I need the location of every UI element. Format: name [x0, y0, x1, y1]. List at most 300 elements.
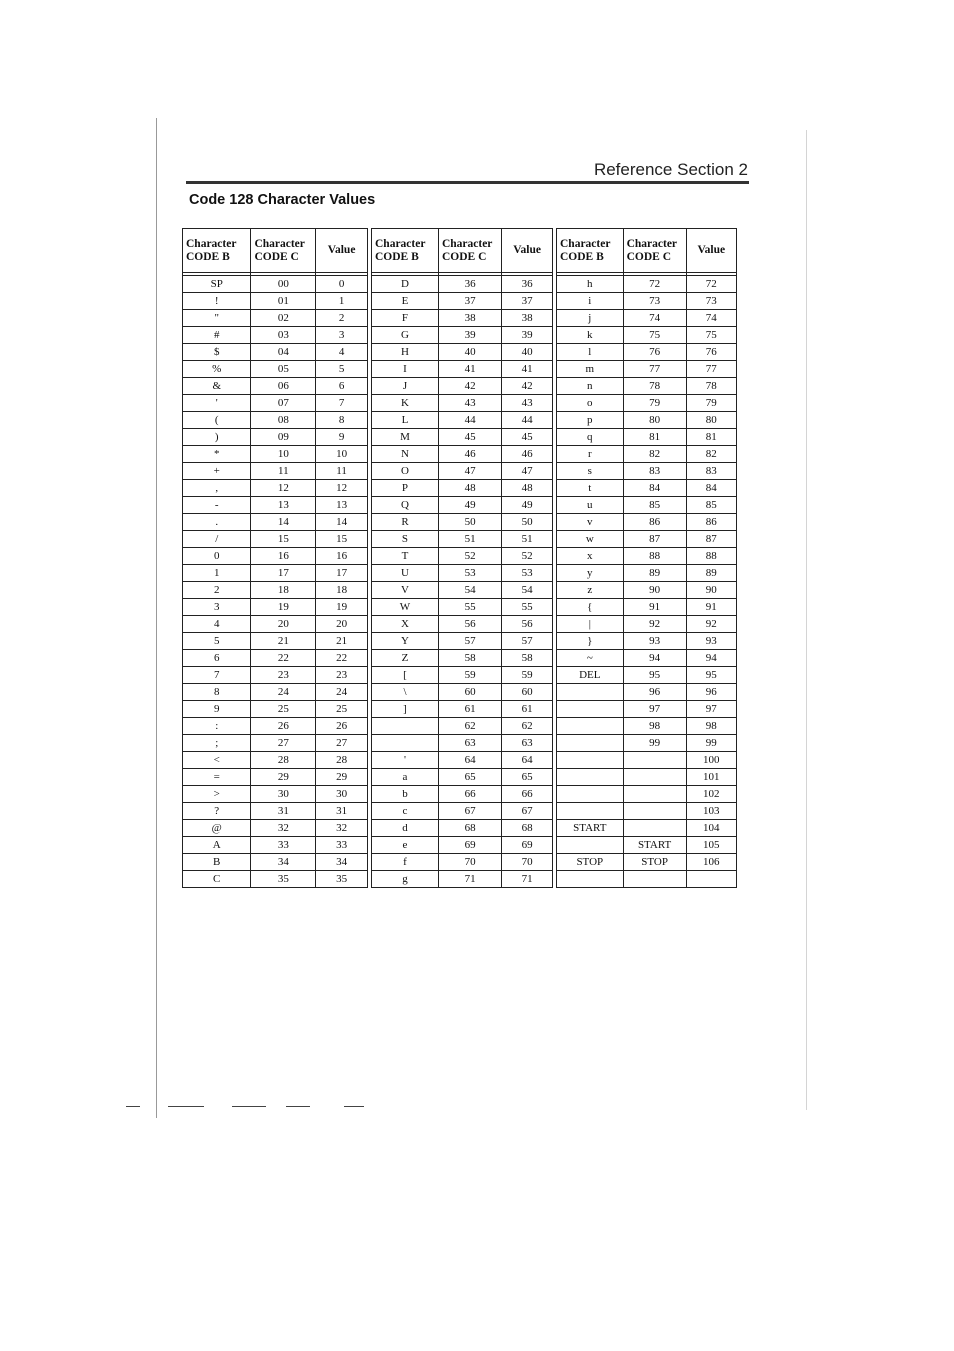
- table-row: [372, 565, 553, 582]
- code128-table-2: [371, 228, 553, 888]
- code-b-cell: ": [183, 310, 251, 327]
- code-c-cell: 43: [438, 395, 501, 412]
- value-cell: 53: [502, 565, 553, 582]
- code-c-cell: 46: [438, 446, 501, 463]
- value-cell: 76: [686, 344, 736, 361]
- table-row: [557, 480, 737, 497]
- header-line-code: CODE C: [254, 250, 299, 263]
- table-row: [183, 327, 368, 344]
- table-row: [183, 701, 368, 718]
- table-row: [372, 854, 553, 871]
- table-row: [372, 803, 553, 820]
- table-row: [557, 310, 737, 327]
- value-cell: 59: [502, 667, 553, 684]
- code-b-cell: v: [557, 514, 624, 531]
- value-cell: 62: [502, 718, 553, 735]
- table-row: [372, 837, 553, 854]
- code-c-cell: 96: [623, 684, 686, 701]
- code-b-cell: l: [557, 344, 624, 361]
- code-c-cell: 97: [623, 701, 686, 718]
- code-c-cell: [623, 769, 686, 786]
- code-b-cell: x: [557, 548, 624, 565]
- code-b-cell: -: [183, 497, 251, 514]
- table-row: [372, 395, 553, 412]
- code-b-cell: N: [372, 446, 439, 463]
- code-c-cell: [623, 871, 686, 888]
- table-row: [557, 684, 737, 701]
- footer-rule-3: [232, 1106, 266, 1107]
- value-cell: 44: [502, 412, 553, 429]
- code-b-cell: ,: [183, 480, 251, 497]
- value-cell: 33: [316, 837, 368, 854]
- value-cell: 83: [686, 463, 736, 480]
- table-row: [183, 650, 368, 667]
- value-cell: 84: [686, 480, 736, 497]
- code-c-cell: 92: [623, 616, 686, 633]
- code-b-cell: f: [372, 854, 439, 871]
- table-row: [183, 395, 368, 412]
- footer-rule-2: [168, 1106, 204, 1107]
- value-cell: 7: [316, 395, 368, 412]
- right-margin-line: [806, 130, 807, 1110]
- code-b-cell: b: [372, 786, 439, 803]
- value-cell: 19: [316, 599, 368, 616]
- code-b-cell: c: [372, 803, 439, 820]
- code-c-cell: 02: [251, 310, 316, 327]
- code-c-cell: 41: [438, 361, 501, 378]
- code-b-cell: g: [372, 871, 439, 888]
- footer-rule-1: [126, 1106, 140, 1107]
- code-c-cell: 76: [623, 344, 686, 361]
- value-cell: 88: [686, 548, 736, 565]
- section-heading: Reference Section 2: [593, 160, 748, 179]
- code-b-cell: &: [183, 378, 251, 395]
- code-b-cell: j: [557, 310, 624, 327]
- code-b-cell: <: [183, 752, 251, 769]
- table-row: [183, 633, 368, 650]
- table-row: [183, 361, 368, 378]
- value-cell: 6: [316, 378, 368, 395]
- value-cell: 17: [316, 565, 368, 582]
- code-c-cell: 42: [438, 378, 501, 395]
- code-b-cell: [557, 752, 624, 769]
- code-c-cell: 15: [251, 531, 316, 548]
- code-b-cell: 5: [183, 633, 251, 650]
- value-cell: 73: [686, 293, 736, 310]
- value-cell: 37: [502, 293, 553, 310]
- code-b-cell: L: [372, 412, 439, 429]
- table-row: [557, 837, 737, 854]
- code-b-cell: T: [372, 548, 439, 565]
- code-b-cell: P: [372, 480, 439, 497]
- code-b-cell: q: [557, 429, 624, 446]
- code-c-cell: 28: [251, 752, 316, 769]
- table-row: [372, 735, 553, 752]
- code-c-cell: 77: [623, 361, 686, 378]
- table-row: [372, 667, 553, 684]
- code-b-cell: o: [557, 395, 624, 412]
- code-b-cell: V: [372, 582, 439, 599]
- code-c-cell: 65: [438, 769, 501, 786]
- code-b-cell: @: [183, 820, 251, 837]
- code-c-cell: 00: [251, 276, 316, 293]
- code-b-cell: z: [557, 582, 624, 599]
- code-c-cell: 05: [251, 361, 316, 378]
- value-cell: 40: [502, 344, 553, 361]
- table-row: [183, 837, 368, 854]
- code-c-cell: 86: [623, 514, 686, 531]
- code-c-cell: [623, 786, 686, 803]
- table-row: [372, 361, 553, 378]
- table-row: [557, 616, 737, 633]
- code-b-cell: ;: [183, 735, 251, 752]
- code-b-cell: START: [557, 820, 624, 837]
- table-row: [372, 871, 553, 888]
- header-line-character: Character: [375, 237, 426, 250]
- code-b-cell: ': [183, 395, 251, 412]
- value-cell: 27: [316, 735, 368, 752]
- code-c-cell: 27: [251, 735, 316, 752]
- value-cell: 66: [502, 786, 553, 803]
- table-row: [372, 582, 553, 599]
- value-cell: 90: [686, 582, 736, 599]
- table-row: [557, 395, 737, 412]
- value-cell: 38: [502, 310, 553, 327]
- code-c-cell: STOP: [623, 854, 686, 871]
- code-b-cell: F: [372, 310, 439, 327]
- value-cell: 70: [502, 854, 553, 871]
- code-c-cell: 66: [438, 786, 501, 803]
- value-cell: 22: [316, 650, 368, 667]
- code-b-cell: R: [372, 514, 439, 531]
- header-row: [183, 229, 368, 273]
- table-row: [372, 276, 553, 293]
- table-row: [557, 276, 737, 293]
- code-c-cell: 39: [438, 327, 501, 344]
- code-b-cell: Q: [372, 497, 439, 514]
- code-b-cell: E: [372, 293, 439, 310]
- value-cell: 16: [316, 548, 368, 565]
- code-c-cell: 11: [251, 463, 316, 480]
- value-cell: 80: [686, 412, 736, 429]
- code-c-cell: 25: [251, 701, 316, 718]
- value-cell: 105: [686, 837, 736, 854]
- code-c-cell: [623, 752, 686, 769]
- code-b-cell: [557, 786, 624, 803]
- value-cell: 49: [502, 497, 553, 514]
- value-cell: 3: [316, 327, 368, 344]
- table-row: [183, 786, 368, 803]
- value-cell: 103: [686, 803, 736, 820]
- value-cell: 18: [316, 582, 368, 599]
- code-b-cell: [557, 684, 624, 701]
- value-cell: 98: [686, 718, 736, 735]
- code-b-cell: (: [183, 412, 251, 429]
- value-cell: 24: [316, 684, 368, 701]
- code-b-cell: %: [183, 361, 251, 378]
- value-header-label: Value: [513, 244, 541, 256]
- value-cell: 39: [502, 327, 553, 344]
- code-c-cell: 47: [438, 463, 501, 480]
- table-row: [183, 735, 368, 752]
- header-line-character: Character: [560, 237, 611, 250]
- value-cell: 15: [316, 531, 368, 548]
- value-cell: 21: [316, 633, 368, 650]
- value-cell: 5: [316, 361, 368, 378]
- code-c-cell: 52: [438, 548, 501, 565]
- code-b-cell: DEL: [557, 667, 624, 684]
- value-cell: 58: [502, 650, 553, 667]
- code-c-cell: 75: [623, 327, 686, 344]
- value-cell: 61: [502, 701, 553, 718]
- value-cell: 75: [686, 327, 736, 344]
- table-row: [372, 820, 553, 837]
- char-c-header: [251, 229, 316, 273]
- value-cell: 92: [686, 616, 736, 633]
- code-c-cell: 72: [623, 276, 686, 293]
- code-b-cell: M: [372, 429, 439, 446]
- code-c-cell: 90: [623, 582, 686, 599]
- table-row: [372, 599, 553, 616]
- code-b-cell: ): [183, 429, 251, 446]
- code-b-cell: $: [183, 344, 251, 361]
- table-row: [372, 497, 553, 514]
- code-b-cell: [372, 718, 439, 735]
- table-row: [557, 803, 737, 820]
- page-title: Code 128 Character Values: [189, 192, 376, 208]
- value-cell: 81: [686, 429, 736, 446]
- code-b-cell: i: [557, 293, 624, 310]
- code-c-cell: 23: [251, 667, 316, 684]
- table-row: [557, 701, 737, 718]
- value-cell: 67: [502, 803, 553, 820]
- value-cell: 52: [502, 548, 553, 565]
- table-row: [557, 735, 737, 752]
- table-row: [183, 854, 368, 871]
- table-row: [183, 599, 368, 616]
- code-c-cell: 81: [623, 429, 686, 446]
- header-line-code: CODE C: [441, 250, 487, 263]
- code-b-cell: /: [183, 531, 251, 548]
- code-c-cell: 99: [623, 735, 686, 752]
- value-cell: 34: [316, 854, 368, 871]
- table-row: [183, 667, 368, 684]
- table-row: [183, 497, 368, 514]
- table-row: [183, 565, 368, 582]
- code-b-cell: y: [557, 565, 624, 582]
- code-b-cell: Y: [372, 633, 439, 650]
- code-c-cell: 40: [438, 344, 501, 361]
- code-c-cell: 67: [438, 803, 501, 820]
- value-cell: 8: [316, 412, 368, 429]
- table-row: [183, 310, 368, 327]
- header-line-character: Character: [441, 237, 493, 250]
- value-header: [502, 229, 553, 273]
- code-b-cell: [557, 735, 624, 752]
- code-c-cell: 50: [438, 514, 501, 531]
- code-b-cell: 8: [183, 684, 251, 701]
- table-row: [557, 361, 737, 378]
- code-c-cell: 21: [251, 633, 316, 650]
- code-b-cell: ': [372, 752, 439, 769]
- table-row: [183, 820, 368, 837]
- code-c-cell: 91: [623, 599, 686, 616]
- code-c-cell: 09: [251, 429, 316, 446]
- code-b-cell: W: [372, 599, 439, 616]
- code-c-cell: 88: [623, 548, 686, 565]
- value-cell: 85: [686, 497, 736, 514]
- code-b-cell: #: [183, 327, 251, 344]
- char-c-header: [438, 229, 501, 273]
- code-c-cell: 30: [251, 786, 316, 803]
- table-row: [557, 293, 737, 310]
- code-b-cell: ~: [557, 650, 624, 667]
- value-header-label: Value: [697, 244, 726, 256]
- code-b-cell: O: [372, 463, 439, 480]
- table-row: [372, 633, 553, 650]
- value-cell: 13: [316, 497, 368, 514]
- code-b-cell: *: [183, 446, 251, 463]
- value-cell: 10: [316, 446, 368, 463]
- table-row: [372, 718, 553, 735]
- code-c-cell: 85: [623, 497, 686, 514]
- code-c-cell: [623, 803, 686, 820]
- value-cell: 106: [686, 854, 736, 871]
- code-c-cell: 44: [438, 412, 501, 429]
- code-c-cell: 04: [251, 344, 316, 361]
- footer-rule-5: [344, 1106, 364, 1107]
- value-cell: 87: [686, 531, 736, 548]
- code-c-cell: 53: [438, 565, 501, 582]
- char-b-header: [372, 229, 439, 273]
- table-row: [183, 429, 368, 446]
- code-c-cell: 79: [623, 395, 686, 412]
- code-c-cell: 62: [438, 718, 501, 735]
- code-c-cell: 68: [438, 820, 501, 837]
- code-c-cell: 58: [438, 650, 501, 667]
- table-row: [372, 412, 553, 429]
- table-row: [372, 616, 553, 633]
- value-cell: 54: [502, 582, 553, 599]
- code-c-cell: 16: [251, 548, 316, 565]
- value-cell: 56: [502, 616, 553, 633]
- table-row: [183, 769, 368, 786]
- code-c-cell: 33: [251, 837, 316, 854]
- value-cell: 1: [316, 293, 368, 310]
- code-c-cell: 73: [623, 293, 686, 310]
- code-c-cell: 45: [438, 429, 501, 446]
- table-row: [372, 650, 553, 667]
- code-c-cell: 29: [251, 769, 316, 786]
- value-cell: 32: [316, 820, 368, 837]
- value-cell: 96: [686, 684, 736, 701]
- code-c-cell: 07: [251, 395, 316, 412]
- table-row: [372, 429, 553, 446]
- code-c-cell: 55: [438, 599, 501, 616]
- value-cell: 94: [686, 650, 736, 667]
- footer-rule-4: [286, 1106, 310, 1107]
- code-c-cell: 59: [438, 667, 501, 684]
- code-b-cell: r: [557, 446, 624, 463]
- code-c-cell: 31: [251, 803, 316, 820]
- code-b-cell: 4: [183, 616, 251, 633]
- table-row: [557, 871, 737, 888]
- code-b-cell: ]: [372, 701, 439, 718]
- table-row: [183, 752, 368, 769]
- char-b-header: [557, 229, 624, 273]
- value-cell: 55: [502, 599, 553, 616]
- code-b-cell: |: [557, 616, 624, 633]
- code-c-cell: 56: [438, 616, 501, 633]
- table-row: [557, 752, 737, 769]
- code-b-cell: A: [183, 837, 251, 854]
- value-header-label: Value: [327, 244, 356, 256]
- header-row: [557, 229, 737, 273]
- value-cell: 30: [316, 786, 368, 803]
- code128-table-1: [182, 228, 368, 888]
- code-c-cell: [623, 820, 686, 837]
- value-cell: 97: [686, 701, 736, 718]
- code-b-cell: u: [557, 497, 624, 514]
- table-row: [183, 293, 368, 310]
- code-c-cell: 57: [438, 633, 501, 650]
- code-c-cell: 19: [251, 599, 316, 616]
- value-cell: 100: [686, 752, 736, 769]
- value-cell: 95: [686, 667, 736, 684]
- code-c-cell: 37: [438, 293, 501, 310]
- table-row: [183, 531, 368, 548]
- value-cell: 71: [502, 871, 553, 888]
- code-c-cell: 20: [251, 616, 316, 633]
- code-b-cell: {: [557, 599, 624, 616]
- table-row: [557, 650, 737, 667]
- value-cell: 99: [686, 735, 736, 752]
- table-row: [372, 378, 553, 395]
- code-c-cell: 83: [623, 463, 686, 480]
- code-b-cell: G: [372, 327, 439, 344]
- value-cell: 42: [502, 378, 553, 395]
- code-b-cell: C: [183, 871, 251, 888]
- code-b-cell: [557, 701, 624, 718]
- char-c-header: [623, 229, 686, 273]
- value-cell: 9: [316, 429, 368, 446]
- table-row: [557, 854, 737, 871]
- value-header: [686, 229, 736, 273]
- table-row: [372, 344, 553, 361]
- table-row: [557, 429, 737, 446]
- code-b-cell: t: [557, 480, 624, 497]
- header-line-character: Character: [254, 237, 305, 250]
- code-b-cell: [557, 718, 624, 735]
- code-b-cell: Z: [372, 650, 439, 667]
- code-c-cell: 89: [623, 565, 686, 582]
- table-row: [372, 463, 553, 480]
- table-row: [372, 684, 553, 701]
- value-cell: 50: [502, 514, 553, 531]
- table-row: [557, 599, 737, 616]
- code-b-cell: +: [183, 463, 251, 480]
- code-c-cell: 34: [251, 854, 316, 871]
- table-row: [183, 344, 368, 361]
- value-cell: 47: [502, 463, 553, 480]
- code-b-cell: [557, 871, 624, 888]
- table-row: [557, 820, 737, 837]
- value-cell: 43: [502, 395, 553, 412]
- value-cell: 46: [502, 446, 553, 463]
- table-row: [183, 480, 368, 497]
- header-line-character: Character: [626, 237, 678, 250]
- table-row: [183, 582, 368, 599]
